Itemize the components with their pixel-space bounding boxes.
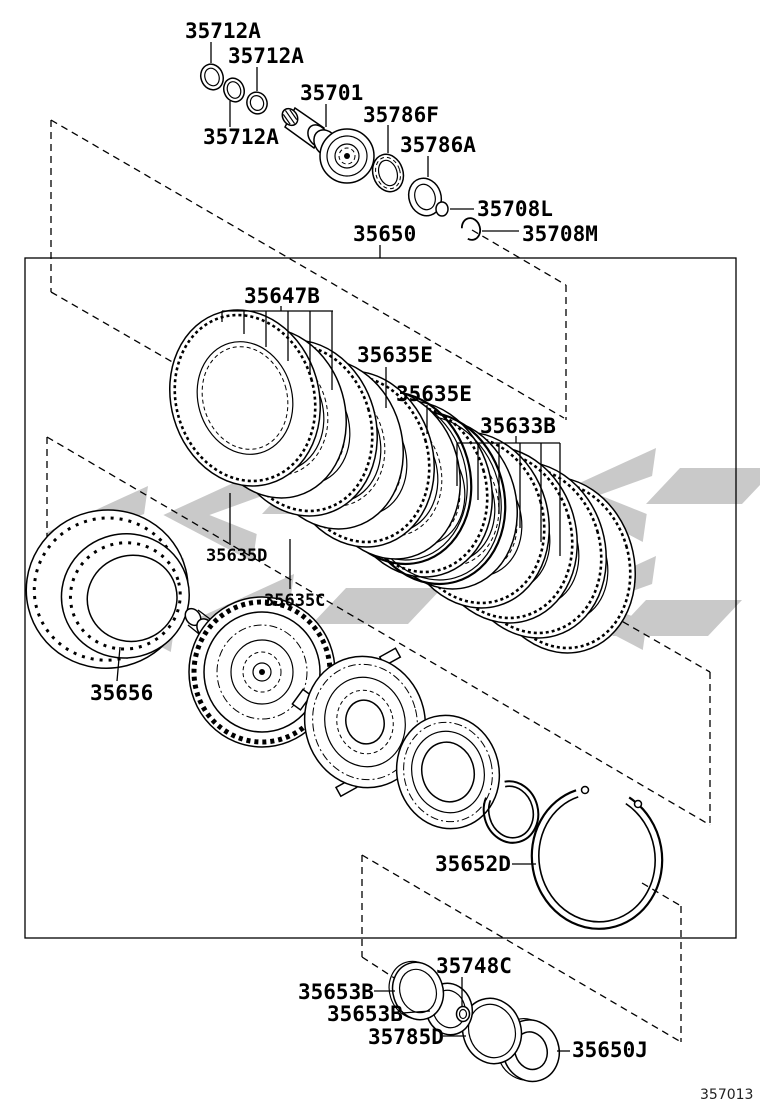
part-label-35712a-3: 35712A	[203, 125, 279, 149]
brake-drum-35656	[9, 493, 204, 685]
part-label-35635e-2: 35635E	[396, 382, 472, 406]
part-label-35652d: 35652D	[435, 852, 511, 876]
part-label-35635c: 35635C	[264, 591, 326, 611]
part-label-35708m: 35708M	[522, 222, 598, 246]
part-label-35650j: 35650J	[572, 1038, 648, 1062]
part-label-35635d: 35635D	[206, 546, 268, 566]
part-label-35653b-1: 35653B	[298, 980, 374, 1004]
part-label-35647b: 35647B	[244, 284, 320, 308]
snap-ring-35652d	[521, 777, 674, 939]
part-label-35712a-2: 35712A	[228, 44, 304, 68]
part-label-35708l: 35708L	[477, 197, 553, 221]
part-label-35786f: 35786F	[363, 103, 439, 127]
part-label-35785d: 35785D	[368, 1025, 444, 1049]
part-label-35653b-2: 35653B	[327, 1002, 403, 1026]
oring-35708l	[436, 202, 448, 216]
oring-35712a-3	[244, 89, 270, 117]
oring-35712a-1	[197, 61, 227, 93]
part-label-35656: 35656	[90, 681, 154, 705]
part-label-35712a-1: 35712A	[185, 19, 261, 43]
figure-code: 357013	[700, 1087, 754, 1103]
part-label-35633b: 35633B	[480, 414, 556, 438]
part-label-35786a: 35786A	[400, 133, 476, 157]
oring-35748c	[457, 1007, 470, 1022]
part-label-35701: 35701	[300, 81, 364, 105]
oring-35712a-2	[220, 75, 247, 104]
part-label-35635e-1: 35635E	[357, 343, 433, 367]
part-label-35650: 35650	[353, 222, 417, 246]
part-label-35748c: 35748C	[436, 954, 512, 978]
